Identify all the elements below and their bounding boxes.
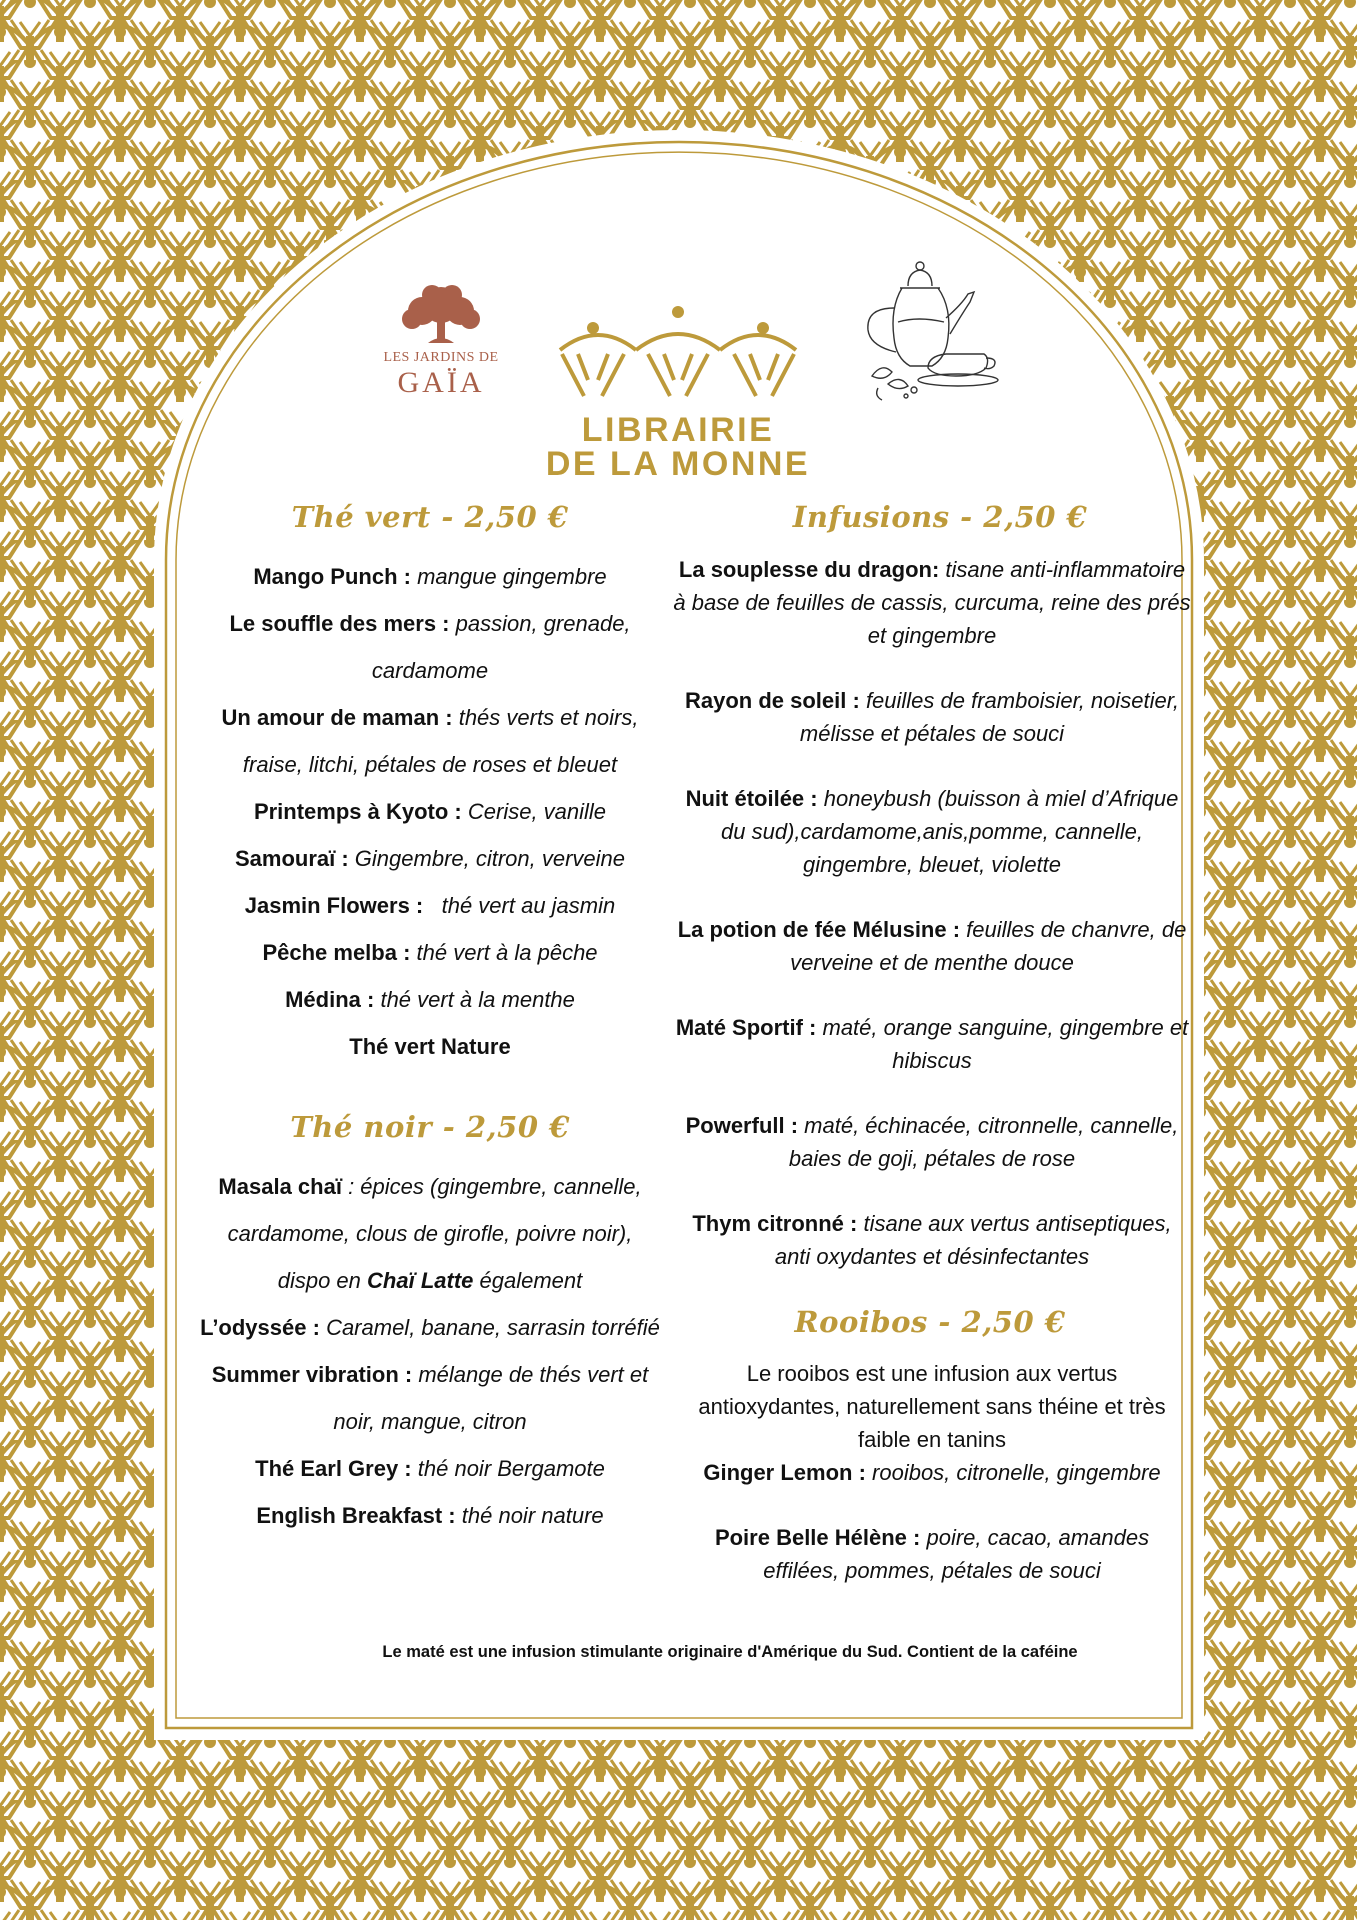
section-title-infusions: Infusions - 2,50 € — [792, 500, 1088, 534]
list-item: Thé Earl Grey : thé noir Bergamote — [255, 1456, 605, 1481]
list-item: English Breakfast : thé noir nature — [256, 1503, 604, 1528]
list-item: La souplesse du dragon: tisane anti-inflammatoire à base de feuilles de cassis, curcuma, reine des prés et gingembre — [673, 557, 1191, 648]
list-item: Rayon de soleil : feuilles de framboisier, noisetier, mélisse et pétales de souci — [684, 688, 1179, 746]
section-title-the-vert: Thé vert - 2,50 € — [291, 500, 569, 534]
teapot-icon — [858, 258, 1002, 406]
list-item: Printemps à Kyoto : Cerise, vanille — [253, 799, 607, 824]
arches-emblem-icon — [548, 300, 808, 400]
brand-line1: LIBRAIRIE — [581, 411, 775, 449]
section-title-rooibos: Rooibos - 2,50 € — [794, 1305, 1066, 1339]
list-item: Powerfull : maté, échinacée, citronnelle, cannelle, baies de goji, pétales de rose — [685, 1113, 1179, 1171]
list-item: Nuit étoilée : honeybush (buisson à miel d’Afrique du sud),cardamome,anis,pomme, cannelle, gingembre, bleuet, violette — [685, 786, 1179, 877]
section-title-the-noir: Thé noir - 2,50 € — [290, 1110, 570, 1144]
rooibos-intro: Le rooibos est une infusion aux vertus antioxydantes, naturellement sans théine et très faible en tanins — [698, 1361, 1166, 1452]
gaia-line2: GAÏA — [397, 366, 485, 399]
gaia-line1: LES JARDINS DE — [383, 350, 499, 365]
footer-note: Le maté est une infusion stimulante originaire d'Amérique du Sud. Contient de la caféine — [382, 1643, 1078, 1661]
list-item: Thé vert Nature — [349, 1034, 511, 1059]
list-item: Mango Punch : mangue gingembre — [253, 564, 607, 589]
list-item: Ginger Lemon : rooibos, citronelle, gingembre — [703, 1460, 1161, 1485]
list-item: Samouraï : Gingembre, citron, verveine — [234, 846, 626, 871]
list-item: Médina : thé vert à la menthe — [285, 987, 575, 1012]
list-item: Maté Sportif : maté, orange sanguine, gingembre et hibiscus — [675, 1015, 1189, 1073]
list-item: Summer vibration : mélange de thés vert et noir, mangue, citron — [211, 1362, 649, 1434]
infusions-list — [672, 553, 1192, 1305]
list-item: La potion de fée Mélusine : feuilles de chanvre, de verveine et de menthe douce — [677, 917, 1187, 975]
list-item: Poire Belle Hélène : poire, cacao, amandes effilées, pommes, pétales de souci — [714, 1525, 1150, 1583]
list-item: Le souffle des mers : passion, grenade, cardamome — [229, 611, 631, 683]
list-item: Jasmin Flowers : thé vert au jasmin — [244, 893, 616, 918]
list-item: Masala chaï : épices (gingembre, cannelle, cardamome, clous de girofle, poivre noir), dispo en Chaï Latte également — [218, 1174, 642, 1293]
list-item: Pêche melba : thé vert à la pêche — [262, 940, 598, 965]
list-item: L’odyssée : Caramel, banane, sarrasin torréfié — [200, 1315, 660, 1340]
list-item: Thym citronné : tisane aux vertus antiseptiques, anti oxydantes et désinfectantes — [692, 1211, 1172, 1269]
list-item: Un amour de maman : thés verts et noirs, fraise, litchi, pétales de roses et bleuet — [221, 705, 639, 777]
the-vert-list — [190, 553, 670, 1070]
rooibos-list — [676, 1357, 1188, 1619]
tree-icon — [398, 283, 484, 345]
the-noir-list — [190, 1163, 670, 1539]
brand-line2: DE LA MONNE — [545, 445, 811, 483]
